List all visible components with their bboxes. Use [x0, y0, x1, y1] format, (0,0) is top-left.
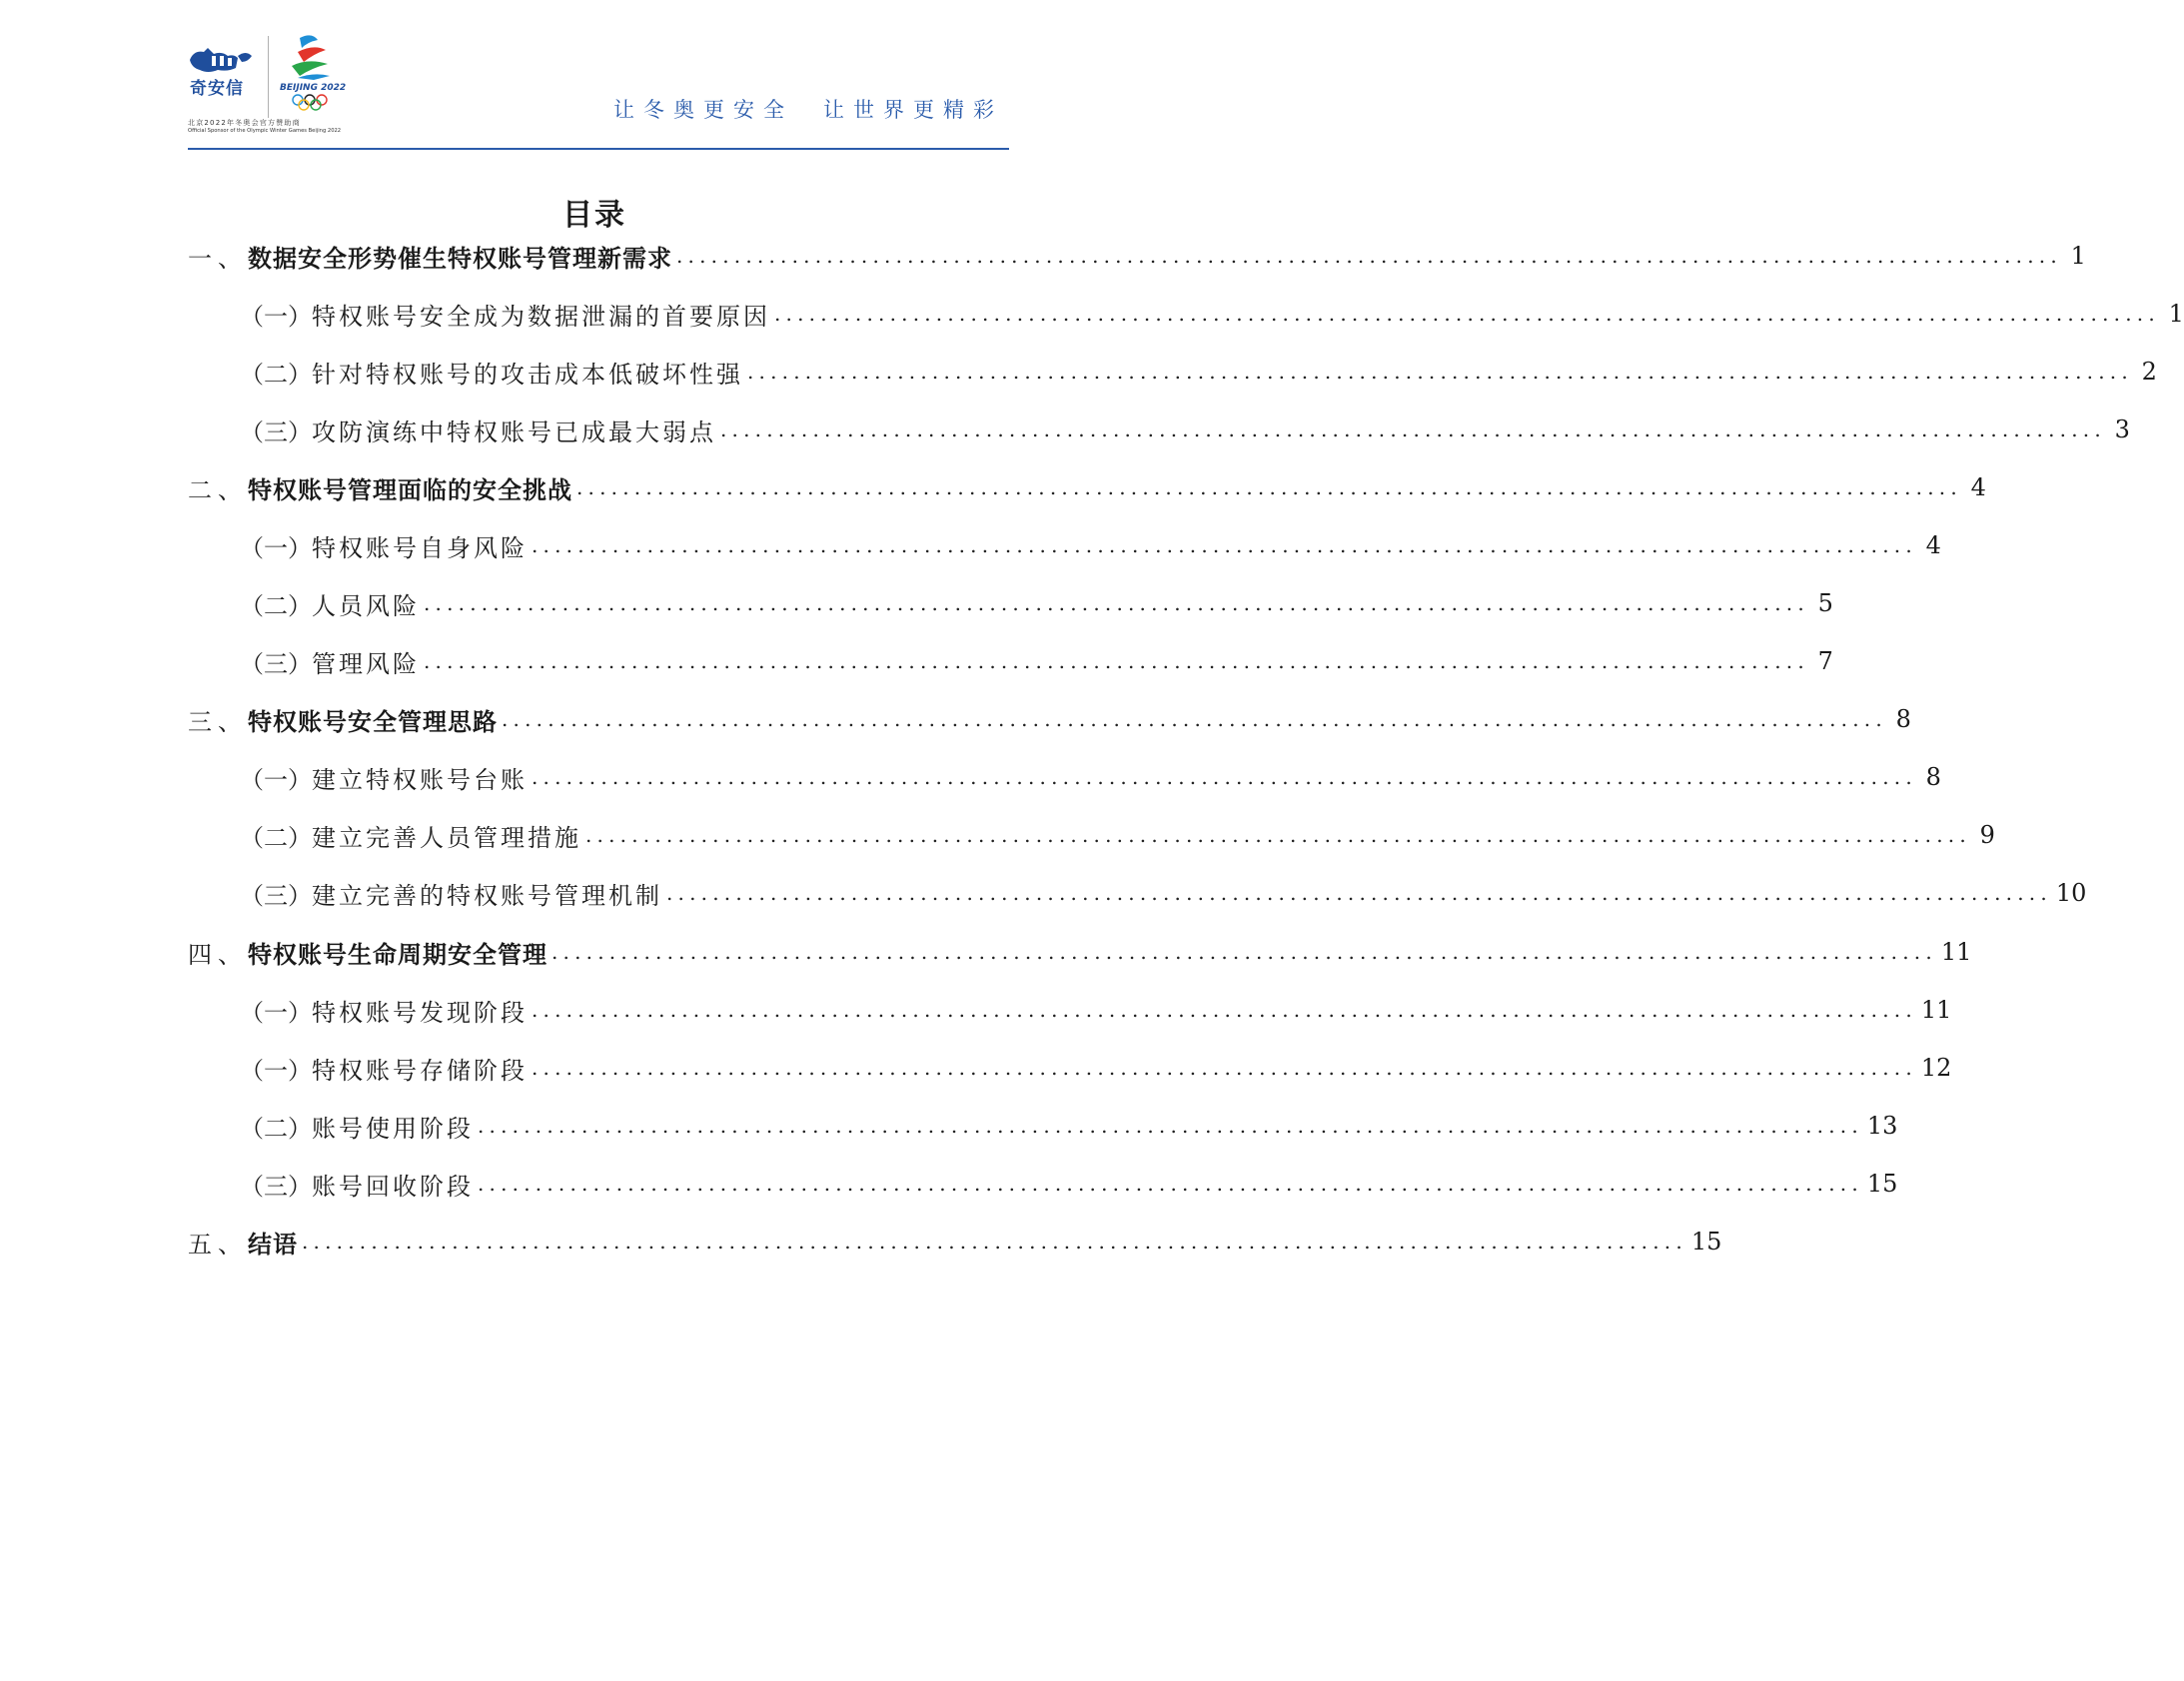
toc-entry-chapter[interactable] [188, 699, 1911, 739]
toc-dot-leader: ........................................................................................................................ [666, 881, 2052, 905]
toc-dot-leader: ........................................................................................................................ [532, 533, 1917, 557]
toc-entry-number: （二） [240, 591, 312, 620]
sponsor-logo-block [188, 30, 348, 138]
toc-entry-section[interactable] [188, 990, 1952, 1030]
toc-page-number: 5 [1817, 589, 1833, 617]
toc-page-number: 8 [1895, 705, 1911, 733]
sponsor-text-en: Official Sponsor of the Olympic Winter Games Beijing 2022 [188, 128, 342, 134]
toc-dot-leader: ........................................................................................................................ [302, 1230, 1687, 1254]
toc-entry-label: 人员风险 [312, 591, 420, 620]
toc-entry-label: 建立特权账号台账 [312, 765, 528, 794]
toc-dot-leader: ........................................................................................................................ [532, 765, 1917, 789]
slogan: 让冬奥更安全 让世界更精彩 [613, 98, 1003, 122]
toc-entry-label: 数据安全形势催生特权账号管理新需求 [248, 244, 672, 273]
toc-dot-leader: ........................................................................................................................ [532, 1056, 1917, 1080]
toc-entry-label: 特权账号生命周期安全管理 [248, 940, 547, 969]
toc-entry-section[interactable] [188, 294, 2184, 334]
toc-page-number: 11 [1920, 996, 1952, 1024]
logo-divider [268, 36, 269, 118]
toc-dot-leader: ........................................................................................................................ [424, 591, 1809, 615]
toc-page-number: 12 [1920, 1054, 1952, 1082]
toc-dot-leader: ........................................................................................................................ [774, 302, 2160, 326]
toc-entry-number: （三） [240, 649, 312, 678]
toc-entry-number: （一） [240, 1056, 312, 1085]
toc-entry-number: （三） [240, 418, 312, 446]
toc-entry-section[interactable] [188, 1048, 1952, 1088]
toc-dot-leader: ........................................................................................................................ [747, 360, 2133, 384]
toc-page-number: 1 [2168, 300, 2184, 328]
svg-text:BEIJING 2022: BEIJING 2022 [280, 83, 347, 93]
toc-entry-section[interactable] [188, 352, 2157, 392]
toc-entry-section[interactable] [188, 583, 1833, 623]
toc-entry-section[interactable] [188, 1164, 1898, 1204]
toc-entry-number: （二） [240, 360, 312, 389]
toc-dot-leader: ........................................................................................................................ [478, 1172, 1863, 1196]
toc-entry-label: 特权账号发现阶段 [312, 998, 528, 1027]
toc-entry-label: 账号回收阶段 [312, 1172, 474, 1201]
toc-entry-number: （三） [240, 1172, 312, 1201]
toc-entry-chapter[interactable] [188, 1222, 1722, 1261]
toc-entry-label: 攻防演练中特权账号已成最大弱点 [312, 418, 716, 446]
toc-entry-section[interactable] [188, 873, 2087, 913]
toc-entry-label: 账号使用阶段 [312, 1114, 474, 1143]
toc-page-number: 8 [1925, 763, 1941, 791]
toc-entry-label: 特权账号自身风险 [312, 533, 528, 562]
toc-page-number: 4 [1925, 531, 1941, 559]
toc-dot-leader: ........................................................................................................................ [502, 707, 1887, 731]
company-name: 奇安信 [190, 79, 244, 99]
toc-entry-section[interactable] [188, 641, 1833, 681]
toc-entry-chapter[interactable] [188, 932, 1972, 972]
toc-entry-section[interactable] [188, 757, 1941, 797]
toc-dot-leader: ........................................................................................................................ [585, 823, 1971, 847]
sponsor-text-cn: 北京2022年冬奥会官方赞助商 [188, 119, 301, 127]
toc-entry-section[interactable] [188, 1106, 1898, 1146]
toc-entry-chapter[interactable] [188, 467, 1986, 507]
toc-entry-number: 三、 [188, 707, 248, 736]
toc-entry-number: 二、 [188, 475, 248, 504]
toc-entry-number: （二） [240, 823, 312, 852]
toc-page-number: 13 [1866, 1112, 1898, 1140]
toc-page-number: 15 [1866, 1170, 1898, 1198]
toc-entry-label: 特权账号管理面临的安全挑战 [248, 475, 572, 504]
page-header [188, 30, 1009, 152]
toc-entry-section[interactable] [188, 815, 1995, 855]
toc-page-number: 15 [1690, 1228, 1722, 1256]
toc-dot-leader: ........................................................................................................................ [424, 649, 1809, 673]
toc-page-number: 7 [1817, 647, 1833, 675]
toc-entry-number: （一） [240, 302, 312, 331]
toc-entry-number: 一、 [188, 244, 248, 273]
toc-dot-leader: ........................................................................................................................ [676, 244, 2062, 268]
toc-entry-label: 建立完善人员管理措施 [312, 823, 581, 852]
toc-entry-number: （一） [240, 998, 312, 1027]
toc-page-number: 9 [1979, 821, 1995, 849]
toc-entry-chapter[interactable] [188, 236, 2086, 276]
toc-entry-number: 五、 [188, 1230, 248, 1259]
toc-entry-label: 特权账号安全成为数据泄漏的首要原因 [312, 302, 770, 331]
toc-entry-label: 管理风险 [312, 649, 420, 678]
header-rule [188, 148, 1009, 150]
toc-page-number: 3 [2114, 416, 2130, 443]
toc-entry-label: 特权账号存储阶段 [312, 1056, 528, 1085]
toc-page-number: 4 [1970, 473, 1986, 501]
toc-entry-section[interactable] [188, 525, 1941, 565]
toc-dot-leader: ........................................................................................................................ [551, 940, 1937, 964]
toc-entry-label: 建立完善的特权账号管理机制 [312, 881, 662, 910]
toc-entry-number: （二） [240, 1114, 312, 1143]
toc-entry-label: 结语 [248, 1230, 298, 1259]
toc-dot-leader: ........................................................................................................................ [478, 1114, 1863, 1138]
toc-entry-label: 特权账号安全管理思路 [248, 707, 498, 736]
toc-page-number: 2 [2141, 358, 2157, 386]
toc-entry-section[interactable] [188, 410, 2130, 449]
toc-entry-number: 四、 [188, 940, 248, 969]
toc-title: 目录 [562, 198, 626, 233]
toc-dot-leader: ........................................................................................................................ [720, 418, 2106, 441]
toc-dot-leader: ........................................................................................................................ [532, 998, 1917, 1022]
toc-page-number: 1 [2070, 242, 2086, 270]
toc-dot-leader: ........................................................................................................................ [576, 475, 1962, 499]
toc-entry-number: （三） [240, 881, 312, 910]
toc-entry-number: （一） [240, 533, 312, 562]
toc-entry-number: （一） [240, 765, 312, 794]
beijing-2022-emblem-icon [278, 32, 347, 114]
toc-page-number: 11 [1940, 938, 1972, 966]
toc-entry-label: 针对特权账号的攻击成本低破坏性强 [312, 360, 743, 389]
toc-page-number: 10 [2055, 879, 2087, 907]
